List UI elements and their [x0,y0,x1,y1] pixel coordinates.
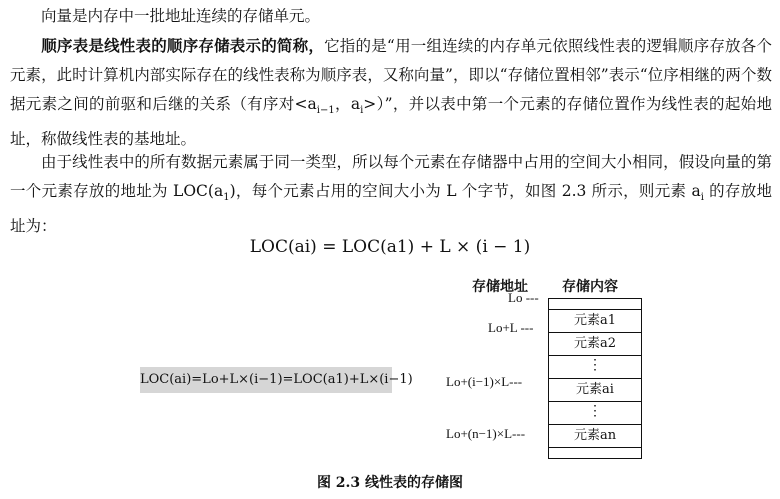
paragraph-1-text: 向量是内存中一批地址连续的存储单元。 [41,7,321,25]
memory-cell-ellipsis-1: ⋮ [549,356,641,379]
address-label-second: Lo+L --- [488,320,534,335]
paragraph-3-sub2: i [700,192,704,204]
memory-cell-ai: 元素ai [549,379,641,402]
paragraph-3-sub: 1 [223,192,230,204]
boxed-formula: LOC(ai)=Lo+L×(i−1)=LOC(a1)+L×(i−1) [140,367,392,393]
paragraph-3 [10,148,772,241]
paragraph-2-sub: i−1 [316,105,335,117]
memory-column [548,298,642,459]
column-address-header: 存储地址 [472,279,528,295]
memory-gap-bottom [549,448,641,459]
address-label-i: Lo+(i−1)×L--- [446,374,523,389]
figure-caption: 图 2.3 线性表的存储图 [316,475,464,491]
paragraph-2-text: 它指的是“用一组连续的内存单元依照线性表的逻辑顺序存放各个元素，此时计算机内部实际存在的线性表称为顺序表，又称向量”，即以“存储位置相邻”表示“位序相继的两个数据元素之间的前驱和后继的关系（有序对<a [10,37,772,113]
memory-gap-top [549,299,641,310]
paragraph-3-end: )，每个元素占用的空间大小为 L 个字节，如图 2.3 所示，则元素 a [229,182,701,200]
memory-cell-a2: 元素a2 [549,333,641,356]
paragraph-1 [10,2,772,31]
address-formula: LOC(ai) = LOC(a1) + L × (i − 1) [249,237,531,257]
paragraph-2-cont: ，a [334,95,361,113]
paragraph-3-tail: 的存放地址为： [10,182,772,236]
paragraph-2-end: >）”，并以表中第一个元素的存储位置作为线性表的起始地址，称做线性表的基地址。 [10,95,772,149]
address-label-n: Lo+(n−1)×L--- [446,426,526,441]
paragraph-3-text: 由于线性表中的所有数据元素属于同一类型，所以每个元素在存储器中占用的空间大小相同，假设向量的第一个元素存放的地址为 LOC(a [10,153,772,200]
paragraph-2 [10,31,772,154]
paragraph-2-bold: 顺序表是线性表的顺序存储表示的简称， [41,36,325,55]
memory-cell-an: 元素an [549,425,641,448]
address-label-base: Lo --- [508,290,539,305]
column-content-header: 存储内容 [562,279,618,295]
paragraph-2-sub2: i [360,105,364,117]
memory-cell-ellipsis-2: ⋮ [549,402,641,425]
memory-cell-a1: 元素a1 [549,310,641,333]
